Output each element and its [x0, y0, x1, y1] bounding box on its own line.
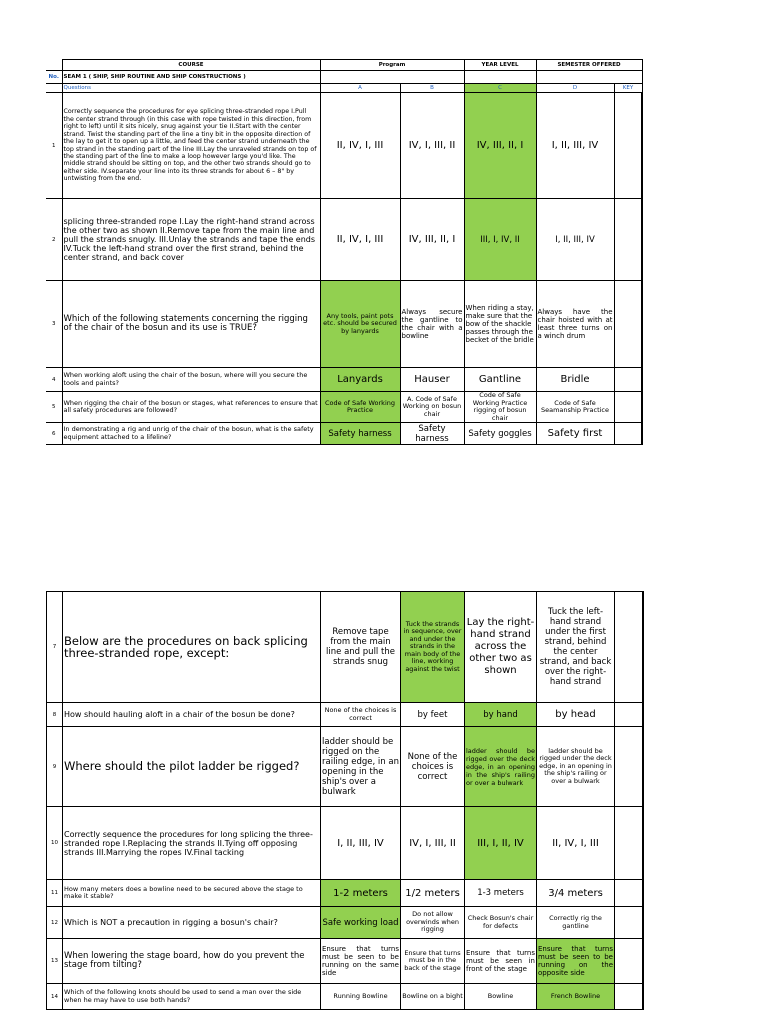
question-number: 1 — [46, 93, 62, 199]
no-label: No. — [46, 71, 62, 84]
choice-c: When riding a stay, make sure that the bow of the shackle passes through the becket of the bridle — [464, 281, 536, 368]
choice-d: by head — [537, 703, 615, 727]
year-level-value — [464, 71, 536, 84]
choice-b: IV, III, II, I — [400, 199, 464, 281]
choice-c: Check Bosun's chair for defects — [465, 907, 537, 939]
key-cell — [614, 199, 642, 281]
question-row — [46, 368, 642, 392]
question-row — [47, 880, 643, 907]
question-text: When lowering the stage board, how do you prevent the stage from tilting? — [63, 939, 321, 984]
program-value — [320, 71, 464, 84]
question-text: Below are the procedures on back splicing three-stranded rope, except: — [63, 592, 321, 703]
choice-b: Always secure the gantline to the chair with a bowline — [400, 281, 464, 368]
choice-b: Safety harness — [400, 423, 464, 445]
choice-a-correct: 1-2 meters — [321, 880, 401, 907]
choice-c: Ensure that turns must be seen in front of the stage — [465, 939, 537, 984]
choice-b: IV, I, III, II — [400, 93, 464, 199]
choice-c-correct: IV, III, II, I — [464, 93, 536, 199]
course-header: COURSE — [62, 60, 320, 71]
choice-c: 1-3 meters — [465, 880, 537, 907]
choice-c-correct: III, I, II, IV — [465, 807, 537, 880]
key-cell — [614, 368, 642, 392]
choice-c-correct: by hand — [465, 703, 537, 727]
choice-a: ladder should be rigged on the railing edge, in an opening in the ship's over a bulwark — [321, 727, 401, 807]
question-text: How many meters does a bowline need to be secured above the stage to make it stable? — [63, 880, 321, 907]
key-cell — [615, 939, 643, 984]
question-text: Which is NOT a precaution in rigging a bosun's chair? — [63, 907, 321, 939]
question-text: When rigging the chair of the bosun or stages, what references to ensure that all safety procedures are followed? — [62, 392, 320, 423]
choice-a: II, IV, I, III — [320, 93, 400, 199]
header-row — [46, 60, 642, 71]
choice-d: Always have the chair hoisted with at least three turns on a winch drum — [536, 281, 614, 368]
question-table-1 — [46, 59, 643, 445]
question-number: 9 — [47, 727, 63, 807]
semester-value — [536, 71, 642, 84]
question-row — [46, 93, 642, 199]
choice-d: Correctly rig the gantline — [537, 907, 615, 939]
choice-c: Safety goggles — [464, 423, 536, 445]
choice-a: II, IV, I, III — [320, 199, 400, 281]
key-cell — [614, 423, 642, 445]
key-cell — [615, 907, 643, 939]
program-header: Program — [320, 60, 464, 71]
choice-a-correct: Code of Safe Working Practice — [320, 392, 400, 423]
question-table-2 — [46, 591, 644, 1010]
question-number: 8 — [47, 703, 63, 727]
choice-c-correct: ladder should be rigged over the deck edge, in an opening in the ship's railing or over a bulwark — [465, 727, 537, 807]
questions-label: Questions — [62, 84, 320, 93]
question-row — [47, 727, 643, 807]
question-row — [47, 907, 643, 939]
question-number: 10 — [47, 807, 63, 880]
question-number: 4 — [46, 368, 62, 392]
question-number: 13 — [47, 939, 63, 984]
question-number: 11 — [47, 880, 63, 907]
choice-b: 1/2 meters — [401, 880, 465, 907]
question-row — [46, 199, 642, 281]
choice-d-correct: French Bowline — [537, 984, 615, 1010]
choice-d: Code of Safe Seamanship Practice — [536, 392, 614, 423]
question-text: Which of the following knots should be used to send a man over the side when he may have to use both hands? — [63, 984, 321, 1010]
question-number: 12 — [47, 907, 63, 939]
choice-b: Do not allow overwinds when rigging — [401, 907, 465, 939]
choice-c: Lay the right-hand strand across the other two as shown — [465, 592, 537, 703]
key-cell — [615, 880, 643, 907]
year-level-header: YEAR LEVEL — [464, 60, 536, 71]
choice-d: 3/4 meters — [537, 880, 615, 907]
question-number: 7 — [47, 592, 63, 703]
choice-b: None of the choices is correct — [401, 727, 465, 807]
question-number: 6 — [46, 423, 62, 445]
choice-b: Ensure that turns must be in the back of the stage — [401, 939, 465, 984]
key-cell — [615, 727, 643, 807]
choice-a: Running Bowline — [321, 984, 401, 1010]
choice-a-correct: Lanyards — [320, 368, 400, 392]
key-cell — [615, 984, 643, 1010]
semester-header: SEMESTER OFFERED — [536, 60, 642, 71]
choice-c: Code of Safe Working Practice rigging of bosun chair — [464, 392, 536, 423]
choice-d-correct: Ensure that turns must be seen to be running on the opposite side — [537, 939, 615, 984]
question-number: 2 — [46, 199, 62, 281]
choice-c: Bowline — [465, 984, 537, 1010]
question-row — [46, 392, 642, 423]
key-cell — [614, 93, 642, 199]
question-row — [47, 939, 643, 984]
question-text: How should hauling aloft in a chair of the bosun be done? — [63, 703, 321, 727]
question-text: Correctly sequence the procedures for eye splicing three-stranded rope I.Pull the center strand through (in this case with rope twisted in this direction, from right to left) until it sits nicely, snug against your tie II.Start with the center strand. Twist the standing part of the line a tiny bit in the opposite direction of the lay to get it to open up a little, and feed the center strand underneath the top strand in the standing part of the line III.Lay the unraveled strands on top of the standing part of the line to make a loop however large you'd like. The middle strand should be sitting on top, and the other two strands should go to either side. IV.separate your line into its three strands for about 6 – 8" by untwisting from the end. — [62, 93, 320, 199]
choice-a: Remove tape from the main line and pull the strands snug — [321, 592, 401, 703]
col-a-label: A — [320, 84, 400, 93]
question-number: 5 — [46, 392, 62, 423]
choice-a: Ensure that turns must be seen to be running on the same side — [321, 939, 401, 984]
blank-cell — [46, 60, 62, 71]
course-row — [46, 71, 642, 84]
choice-d: ladder should be rigged under the deck edge, in an opening in the ship's railing or over a bulwark — [537, 727, 615, 807]
question-number: 14 — [47, 984, 63, 1010]
key-cell — [615, 703, 643, 727]
choice-b: IV, I, III, II — [401, 807, 465, 880]
question-text: In demonstrating a rig and unrig of the chair of the bosun, what is the safety equipment attached to a lifeline? — [62, 423, 320, 445]
choice-a: I, II, III, IV — [321, 807, 401, 880]
question-text: When working aloft using the chair of the bosun, where will you secure the tools and paints? — [62, 368, 320, 392]
choice-d: II, IV, I, III — [537, 807, 615, 880]
choice-d: I, II, III, IV — [536, 199, 614, 281]
question-number: 3 — [46, 281, 62, 368]
blank-cell — [46, 84, 62, 93]
question-text: Where should the pilot ladder be rigged? — [63, 727, 321, 807]
choice-b: by feet — [401, 703, 465, 727]
question-row — [47, 592, 643, 703]
course-name: SEAM 1 ( SHIP, SHIP ROUTINE AND SHIP CONSTRUCTIONS ) — [62, 71, 320, 84]
choice-b-correct: Tuck the strands in sequence, over and under the strands in the main body of the line, working against the twist — [401, 592, 465, 703]
choice-b: Hauser — [400, 368, 464, 392]
choice-d: Tuck the left-hand strand under the first strand, behind the center strand, and back over the right-hand strand — [537, 592, 615, 703]
question-text: splicing three-stranded rope I.Lay the right-hand strand across the other two as shown II.Remove tape from the main line and pull the strands snugly. III.Unlay the strands and tape the ends IV.Tuck the left-hand strand over the first strand, behind the center strand, and back cover — [62, 199, 320, 281]
key-cell — [614, 281, 642, 368]
choice-b: A. Code of Safe Working on bosun chair — [400, 392, 464, 423]
question-text: Which of the following statements concerning the rigging of the chair of the bosun and its use is TRUE? — [62, 281, 320, 368]
question-row — [47, 807, 643, 880]
choice-b: Bowline on a bight — [401, 984, 465, 1010]
key-cell — [614, 392, 642, 423]
col-c-label: C — [464, 84, 536, 93]
choice-a: None of the choices is correct — [321, 703, 401, 727]
question-row — [47, 984, 643, 1010]
choice-d: Bridle — [536, 368, 614, 392]
column-labels-row — [46, 84, 642, 93]
choice-a-correct: Safe working load — [321, 907, 401, 939]
choice-d: I, II, III, IV — [536, 93, 614, 199]
key-cell — [615, 807, 643, 880]
col-b-label: B — [400, 84, 464, 93]
choice-a-correct: Any tools, paint pots etc. should be secured by lanyards — [320, 281, 400, 368]
key-cell — [615, 592, 643, 703]
col-d-label: D — [536, 84, 614, 93]
choice-c: Gantline — [464, 368, 536, 392]
choice-c-correct: III, I, IV, II — [464, 199, 536, 281]
question-text: Correctly sequence the procedures for long splicing the three-stranded rope I.Replacing the strands II.Tying off opposing strands III.Marrying the ropes IV.Final tacking — [63, 807, 321, 880]
question-row — [46, 281, 642, 368]
choice-a-correct: Safety harness — [320, 423, 400, 445]
choice-d: Safety first — [536, 423, 614, 445]
key-label: KEY — [614, 84, 642, 93]
question-row — [46, 423, 642, 445]
question-row — [47, 703, 643, 727]
